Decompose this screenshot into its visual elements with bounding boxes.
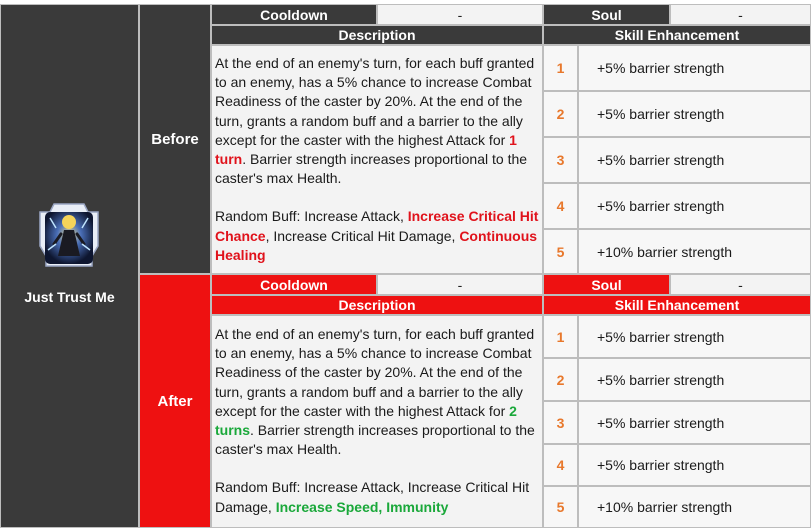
- before-enh-num-3: 3: [543, 137, 578, 183]
- before-desc-paragraph: At the end of an enemy's turn, for each buff granted to an enemy, has a 5% chance to increase Combat Readiness of the caster by 20%. At the end of the turn, grants a random buff and a barrier to the ally except for the caster with the highest Attack for 1 turn. Barrier strength increases proportional to the caster's max Health.: [215, 55, 535, 187]
- after-buff-highlight: Increase Speed, Immunity: [275, 498, 449, 515]
- after-random-buff: Random Buff: Increase Attack, Increase Critical Hit Damage, Increase Speed, Immunity: [215, 479, 530, 515]
- after-enh-num-2: 2: [543, 358, 578, 401]
- after-enh-text-4: +5% barrier strength: [578, 444, 811, 486]
- after-cooldown-value: -: [377, 274, 543, 295]
- skill-icon: [34, 200, 104, 272]
- after-enh-text-1: +5% barrier strength: [578, 315, 811, 358]
- before-enh-text-3: +5% barrier strength: [578, 137, 811, 183]
- after-enhancement-header: Skill Enhancement: [543, 295, 811, 315]
- before-duration-highlight: 1 turn: [215, 131, 517, 168]
- before-enh-text-4: +5% barrier strength: [578, 183, 811, 229]
- before-label: Before: [139, 4, 211, 274]
- after-enh-text-2: +5% barrier strength: [578, 358, 811, 401]
- before-description: [211, 45, 543, 274]
- before-enh-text-2: +5% barrier strength: [578, 91, 811, 137]
- after-enh-num-3: 3: [543, 401, 578, 444]
- after-desc-paragraph: At the end of an enemy's turn, for each buff granted to an enemy, has a 5% chance to increase Combat Readiness of the caster by 20%. At the end of the turn, grants a random buff and a barrier to the ally except for the caster with the highest Attack for 2 turns. Barrier strength increases proportional to the caster's max Health.: [215, 326, 535, 458]
- before-enhancement-header: Skill Enhancement: [543, 25, 811, 45]
- after-enh-num-5: 5: [543, 486, 578, 528]
- after-soul-label: Soul: [543, 274, 670, 295]
- after-enh-text-3: +5% barrier strength: [578, 401, 811, 444]
- before-soul-label: Soul: [543, 4, 670, 25]
- before-cooldown-value: -: [377, 4, 543, 25]
- before-enh-text-5: +10% barrier strength: [578, 229, 811, 274]
- after-soul-value: -: [670, 274, 811, 295]
- after-description: [211, 315, 543, 528]
- skill-name: Just Trust Me: [24, 289, 115, 305]
- after-cooldown-label: Cooldown: [211, 274, 377, 295]
- before-buff-highlight-1: Increase Critical Hit Chance: [215, 208, 539, 244]
- before-enh-text-1: +5% barrier strength: [578, 45, 811, 91]
- before-soul-value: -: [670, 4, 811, 25]
- before-enh-num-5: 5: [543, 229, 578, 274]
- after-description-header: Description: [211, 295, 543, 315]
- before-enh-num-2: 2: [543, 91, 578, 137]
- before-buff-highlight-2: Continuous Healing: [215, 227, 538, 263]
- after-enh-num-4: 4: [543, 444, 578, 486]
- after-enh-text-5: +10% barrier strength: [578, 486, 811, 528]
- before-random-buff: Random Buff: Increase Attack, Increase Critical Hit Chance, Increase Critical Hit Damage, Continuous Healing: [215, 208, 539, 263]
- before-cooldown-label: Cooldown: [211, 4, 377, 25]
- before-enh-num-1: 1: [543, 45, 578, 91]
- before-description-header: Description: [211, 25, 543, 45]
- after-enh-num-1: 1: [543, 315, 578, 358]
- after-duration-highlight: 2 turns: [215, 402, 517, 439]
- after-label: After: [139, 274, 211, 528]
- before-enh-num-4: 4: [543, 183, 578, 229]
